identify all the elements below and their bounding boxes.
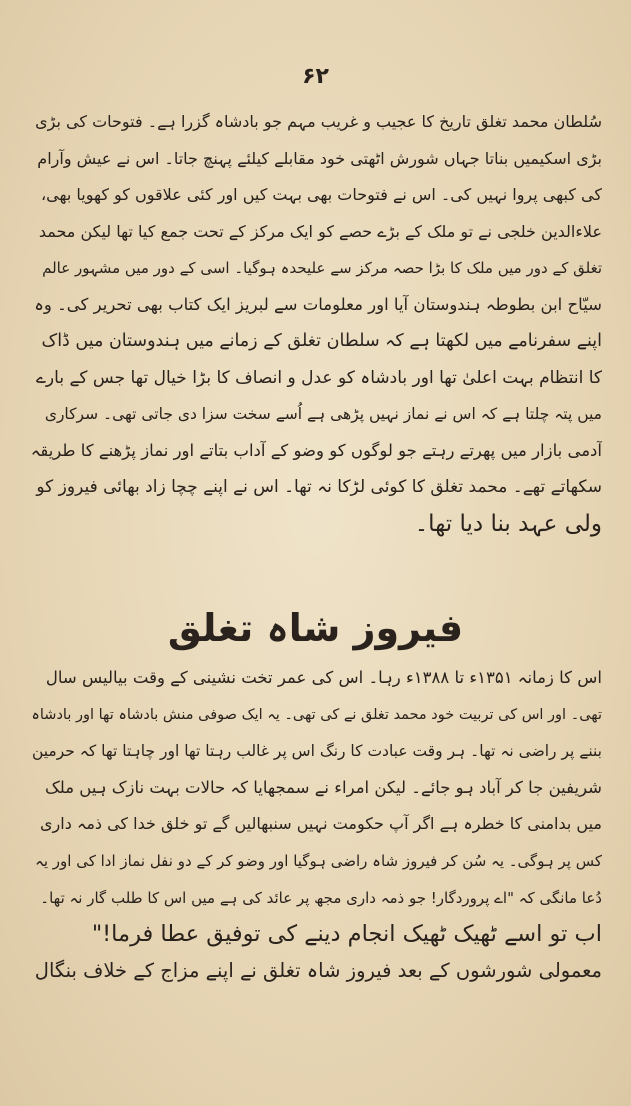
text-line: سیّاح ابن بطوطہ ہندوستان آیا اور معلومات سے لبریز ایک کتاب بھی تحریر کی۔ وہ (34, 294, 602, 314)
text-line: معمولی شورشوں کے بعد فیروز شاہ تغلق نے اپنے مزاج کے خلاف بنگال (34, 958, 602, 982)
text-line: کا انتظام بہت اعلیٰ تھا اور بادشاہ کو عدل و انصاف کا بڑا خیال تھا جس کے بارے (35, 367, 602, 388)
text-line: اب تو اسے ٹھیک ٹھیک انجام دینے کی توفیق عطا فرما!" (91, 921, 602, 948)
text-line: دُعا مانگی کہ "اے پروردگار! جو ذمہ داری مجھ پر عائد کی ہے میں اس کا طلب گار نہ تھا۔ (40, 888, 602, 907)
paragraph-firoz-shah (30, 660, 602, 989)
text-line: ولی عہد بنا دیا تھا۔ (414, 510, 602, 537)
text-line: اس کا زمانہ ۱۳۵۱ء تا ۱۳۸۸ء رہا۔ اس کی عمر تخت نشینی کے وقت بیالیس سال (45, 668, 602, 687)
text-line: علاءالدین خلجی نے تو ملک کے بڑے حصے کو ایک مرکز کے تحت جمع کیا تھا لیکن محمد (38, 221, 602, 241)
text-line: سُلطان محمد تغلق تاریخ کا عجیب و غریب مہم جو بادشاہ گزرا ہے۔ فتوحات کی بڑی (35, 112, 602, 131)
text-line: شریفین جا کر آباد ہو جائے۔ لیکن امراء نے سمجھایا کہ حالات بہت نازک ہیں ملک (44, 777, 602, 797)
paragraph-muhammad-tughlaq (30, 104, 602, 542)
text-line: آدمی بازار میں پھرتے رہتے جو لوگوں کو وضو کے آداب بتاتے اور نماز پڑھنے کا طریقہ (30, 440, 602, 460)
page-number: ۶۲ (302, 64, 329, 89)
text-line: بڑی اسکیمیں بناتا جہاں شورش اٹھتی خود مقابلے کیلئے پہنچ جاتا۔ اس نے عیش وآرام (37, 148, 602, 168)
text-line: اپنے سفرنامے میں لکھتا ہے کہ سلطان تغلق کے زمانے میں ہندوستان میں ڈاک (41, 331, 602, 351)
text-line: سکھاتے تھے۔ محمد تغلق کا کوئی لڑکا نہ تھا۔ اس نے اپنے چچا زاد بھائی فیروز کو (36, 477, 602, 497)
text-line: بننے پر راضی نہ تھا۔ ہر وقت عبادت کا رنگ اس پر غالب رہتا تھا اور چاہتا تھا کہ حرمین (31, 742, 602, 761)
text-line: میں پتہ چلتا ہے کہ اس نے نماز نہیں پڑھی ہے اُسے سخت سزا دی جاتی تھی۔ سرکاری (44, 405, 602, 423)
text-line: تغلق کے دور میں ملک کا بڑا حصہ مرکز سے علیحدہ ہوگیا۔ اسی کے دور میں مشہور عالم (42, 259, 602, 277)
text-line: کی کبھی پروا نہیں کی۔ اس نے فتوحات بھی بہت کیں اور کئی علاقوں کو کھویا بھی، (40, 185, 602, 204)
text-line: میں بدامنی کا خطرہ ہے اگر آپ حکومت نہیں سنبھالیں گے تو خلق خدا کی ذمہ داری (40, 814, 602, 834)
section-heading: فیروز شاہ تغلق (167, 606, 464, 650)
text-line: کس پر ہوگی۔ یہ سُن کر فیروز شاہ راضی ہوگیا اور وضو کر کے دو نفل نماز ادا کی اور یہ (35, 851, 602, 870)
text-line: تھی۔ اور اس کی تربیت خود محمد تغلق نے کی تھی۔ یہ ایک صوفی منش بادشاہ تھا اور بادشاہ (31, 706, 602, 723)
